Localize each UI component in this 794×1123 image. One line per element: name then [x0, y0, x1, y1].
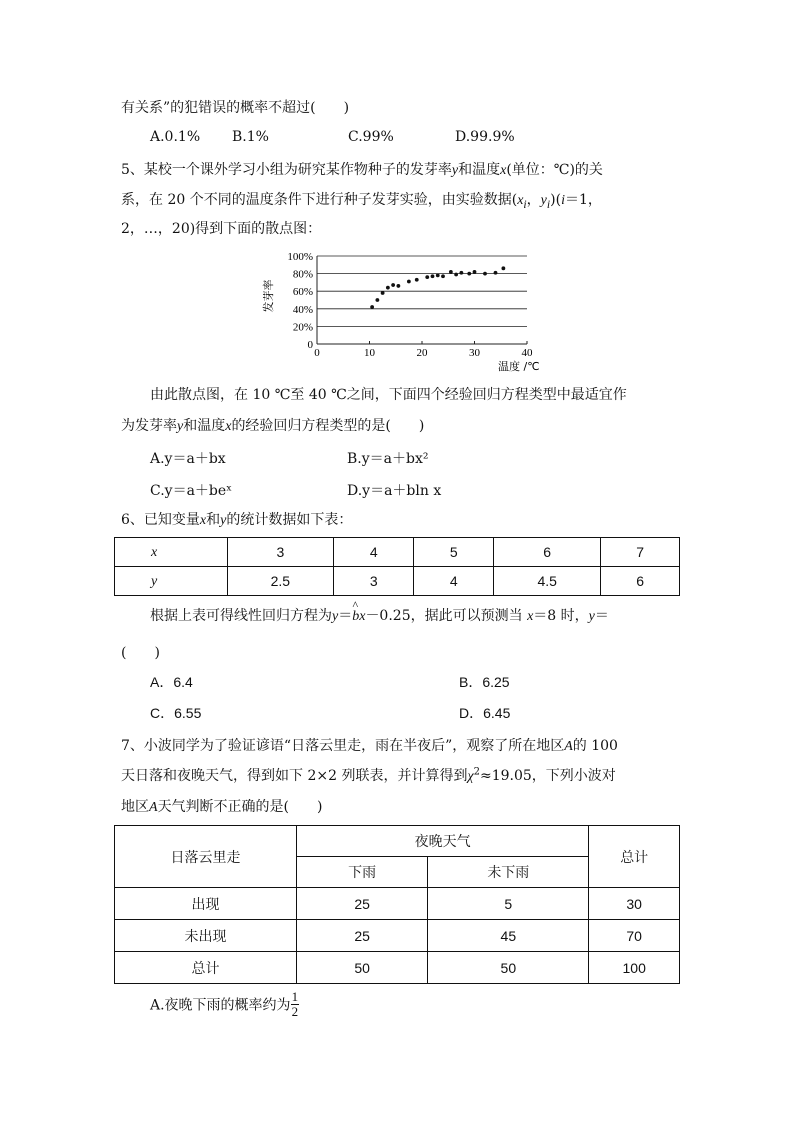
table-cell: 总计 [115, 952, 297, 984]
q7-line1: 7、小波同学为了验证谚语“日落云里走，雨在半夜后”，观察了所在地区A的 100 [121, 738, 618, 754]
data-point [396, 284, 400, 288]
data-point [483, 272, 487, 276]
table-cell: 100 [589, 952, 680, 984]
data-point [454, 273, 458, 277]
y-tick-label: 20% [292, 321, 313, 334]
header-total: 总计 [589, 826, 680, 888]
table-row-y [115, 567, 680, 596]
y-axis-label: 发芽率 [262, 279, 275, 313]
q5-line2: 系，在 20 个不同的温度条件下进行种子发芽实验，由实验数据($x_i$，$y_i)(i=1$， [121, 192, 602, 211]
y-tick-label: 100% [287, 251, 313, 263]
q6-option-c: C．6.55 [150, 705, 202, 721]
q4-option-a: A.0.1% [150, 129, 201, 145]
table-cell: 2.5 [227, 567, 333, 596]
table-row-x [115, 538, 680, 567]
data-point [431, 274, 435, 278]
q4-option-d: D.99.9% [455, 129, 515, 145]
subheader-rain: 下雨 [296, 857, 427, 888]
q7-line3: 地区A天气判断不正确的是( ) [121, 799, 323, 815]
fraction: $\frac{1}{2}$ [291, 989, 299, 1019]
table-cell: 25 [296, 888, 427, 920]
data-point [381, 291, 385, 295]
q5-after-line2: 为发芽率y和温度x的经验回归方程类型的是( ) [121, 418, 425, 434]
q6-option-d: D．6.45 [459, 705, 511, 721]
q4-option-b: B.1% [232, 129, 269, 145]
table-cell: 未出现 [115, 920, 297, 952]
q5-option-a: A.y＝a＋bx [150, 451, 226, 467]
q4-line: 有关系”的犯错误的概率不超过( ) [121, 100, 350, 116]
table-cell: 出现 [115, 888, 297, 920]
data-point [425, 275, 429, 279]
header-night-weather: 夜晚天气 [296, 826, 588, 857]
q5-option-b: B.y＝a＋bx² [347, 451, 429, 467]
q6-option-b: B．6.25 [459, 674, 510, 690]
data-point [386, 286, 390, 290]
data-point [501, 266, 505, 270]
x-tick-label: 40 [521, 347, 533, 359]
x-tick-label: 30 [469, 347, 480, 359]
y-tick-label: 60% [292, 286, 313, 299]
data-point [375, 298, 379, 302]
q7-option-a: A.夜晚下雨的概率约为 $\frac{1}{2}$ [150, 989, 299, 1019]
x-axis-label: 温度 /℃ [498, 360, 540, 373]
table-cell: 4 [333, 538, 414, 567]
table-cell: 4 [414, 567, 494, 596]
q7-line2: 天日落和夜晚天气，得到如下 2×2 列联表，并计算得到$\chi^2\approx 19.05$，下列小波对 [121, 766, 616, 784]
table-cell: 50 [296, 952, 427, 984]
q5-line1: 5、某校一个课外学习小组为研究某作物种子的发芽率y和温度x(单位：℃)的关 [121, 162, 603, 178]
x-tick-label: 10 [364, 347, 375, 359]
table-cell: 5 [414, 538, 494, 567]
data-point [449, 270, 453, 274]
q6-option-a: A．6.4 [150, 674, 193, 690]
q5-option-c: C.y＝a＋beˣ [150, 483, 233, 499]
table-cell: 5 [428, 888, 589, 920]
q6-paren: ( ) [121, 645, 160, 661]
table-cell: 6 [601, 567, 680, 596]
data-point [391, 283, 395, 287]
table-row [115, 888, 680, 920]
header-sunset-cloud: 日落云里走 [115, 826, 297, 888]
data-point [494, 271, 498, 275]
table-cell: 25 [296, 920, 427, 952]
data-point [473, 270, 477, 274]
table-row [115, 952, 680, 984]
q5-option-d: D.y＝a＋bln x [347, 483, 442, 499]
table-cell: y [115, 567, 228, 596]
data-point [441, 274, 445, 278]
table-cell: 45 [428, 920, 589, 952]
table-header-row [115, 826, 680, 857]
q5-line3: 2，…，20)得到下面的散点图： [121, 221, 322, 237]
q5-after-line1: 由此散点图，在 10 ℃至 40 ℃之间，下面四个经验回归方程类型中最适宜作 [150, 387, 627, 403]
scatter-chart [258, 248, 548, 378]
contingency-table [114, 825, 680, 984]
data-point [436, 273, 440, 277]
table-row [115, 920, 680, 952]
table-cell: x [115, 538, 228, 567]
table-cell: 3 [227, 538, 333, 567]
y-tick-label: 0 [307, 339, 313, 351]
table-cell: 3 [333, 567, 414, 596]
data-point [459, 271, 463, 275]
table-cell: 7 [601, 538, 680, 567]
data-point [467, 272, 471, 276]
x-tick-label: 0 [314, 347, 320, 359]
q6-intro: 6、已知变量x和y的统计数据如下表： [121, 512, 353, 528]
y-tick-label: 40% [292, 303, 313, 316]
y-tick-label: 80% [292, 268, 313, 281]
table-cell: 70 [589, 920, 680, 952]
q4-option-c: C.99% [348, 129, 394, 145]
table-cell: 4.5 [494, 567, 601, 596]
q6-data-table [114, 537, 680, 596]
table-cell: 50 [428, 952, 589, 984]
table-cell: 6 [494, 538, 601, 567]
x-tick-label: 20 [416, 347, 428, 359]
subheader-no-rain: 未下雨 [428, 857, 589, 888]
q6-after: 根据上表可得线性回归方程为y＝^ bx－0.25，据此可以预测当 x＝8 时，y＝ [150, 605, 609, 625]
data-point [370, 305, 374, 309]
table-cell: 30 [589, 888, 680, 920]
data-point [407, 280, 411, 284]
data-point [415, 278, 419, 282]
